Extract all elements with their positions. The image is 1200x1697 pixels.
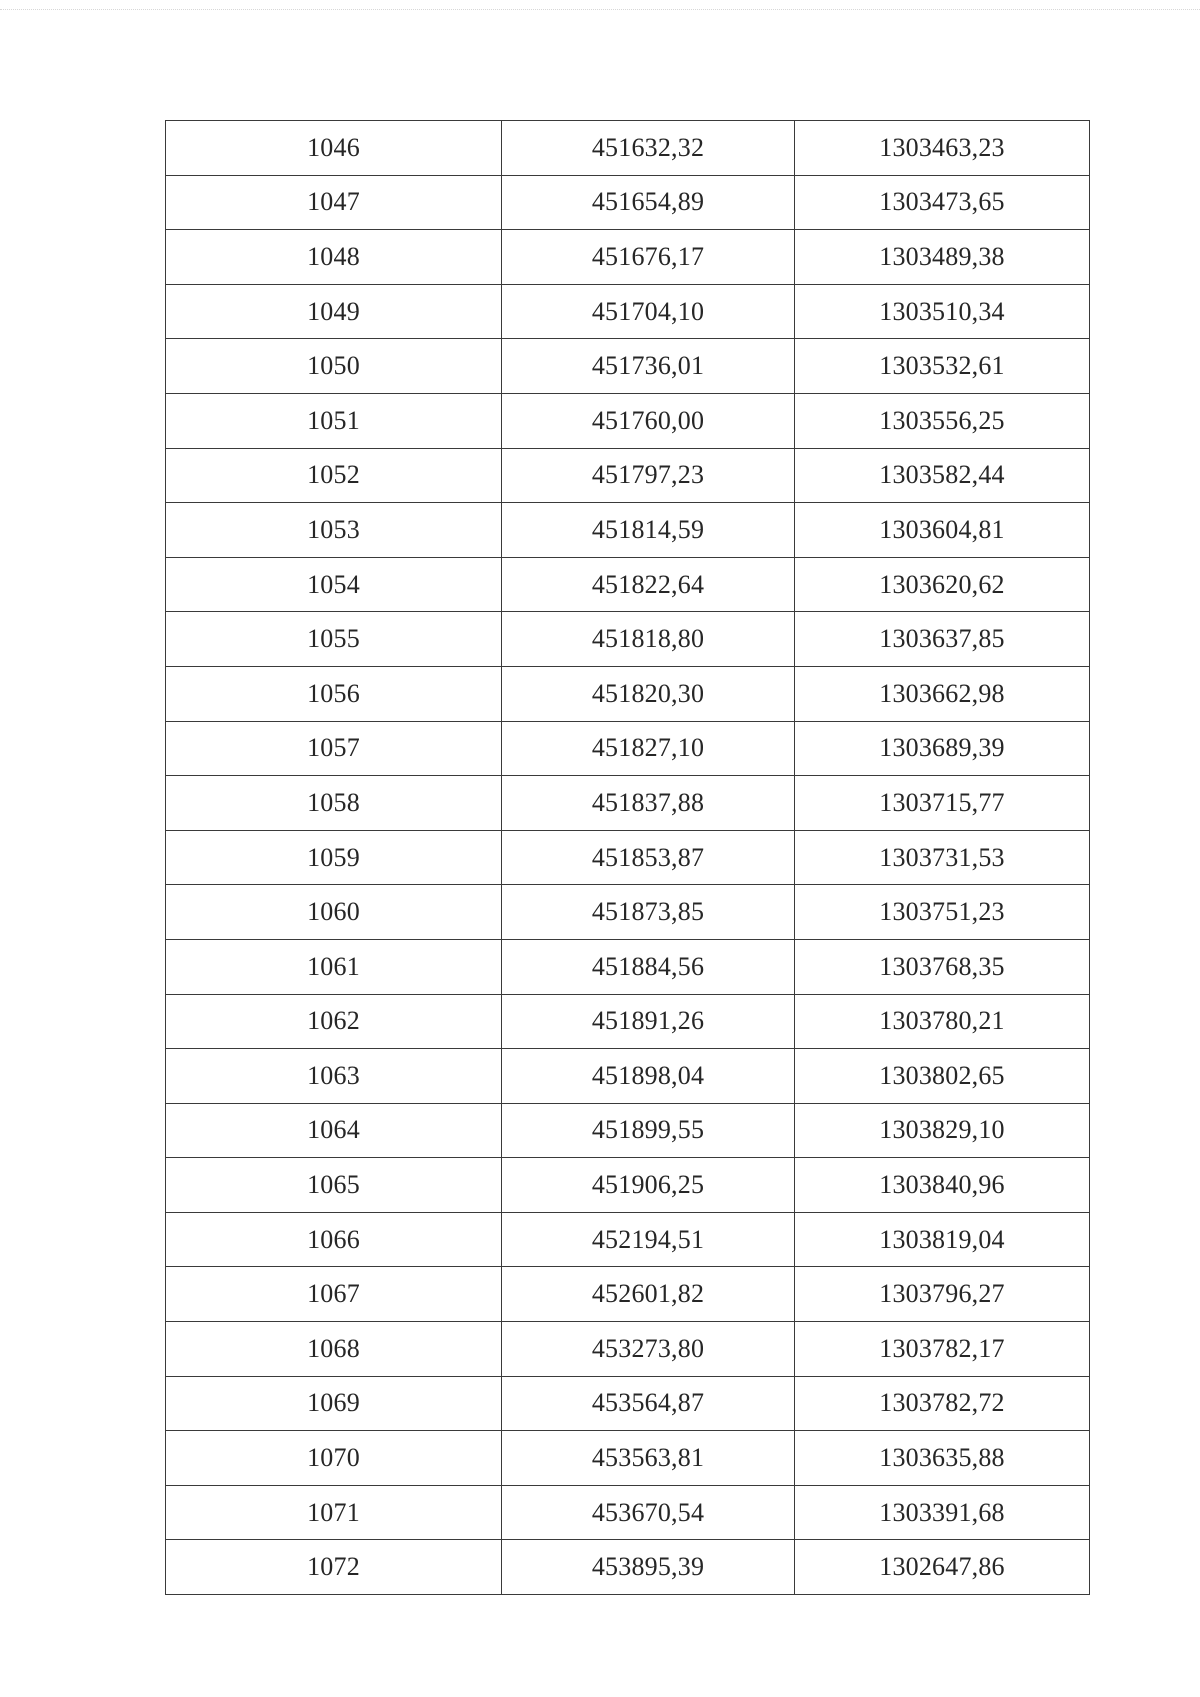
y-coordinate-cell: 1303829,10 (795, 1103, 1090, 1158)
x-coordinate-cell: 451899,55 (502, 1103, 795, 1158)
point-number-cell: 1069 (166, 1376, 502, 1431)
x-coordinate-cell: 451632,32 (502, 121, 795, 176)
point-number-cell: 1046 (166, 121, 502, 176)
point-number-cell: 1051 (166, 393, 502, 448)
point-number-cell: 1054 (166, 557, 502, 612)
point-number-cell: 1062 (166, 994, 502, 1049)
x-coordinate-cell: 453895,39 (502, 1540, 795, 1595)
y-coordinate-cell: 1303731,53 (795, 830, 1090, 885)
table-row (166, 1158, 1090, 1213)
y-coordinate-cell: 1303715,77 (795, 776, 1090, 831)
point-number-cell: 1058 (166, 776, 502, 831)
table-row (166, 1540, 1090, 1595)
coordinates-table (165, 120, 1090, 1595)
point-number-cell: 1056 (166, 666, 502, 721)
point-number-cell: 1063 (166, 1049, 502, 1104)
x-coordinate-cell: 451873,85 (502, 885, 795, 940)
point-number-cell: 1065 (166, 1158, 502, 1213)
point-number-cell: 1071 (166, 1485, 502, 1540)
y-coordinate-cell: 1303582,44 (795, 448, 1090, 503)
y-coordinate-cell: 1303802,65 (795, 1049, 1090, 1104)
x-coordinate-cell: 451704,10 (502, 284, 795, 339)
point-number-cell: 1061 (166, 939, 502, 994)
x-coordinate-cell: 453670,54 (502, 1485, 795, 1540)
x-coordinate-cell: 451898,04 (502, 1049, 795, 1104)
table-row (166, 1485, 1090, 1540)
table-row (166, 175, 1090, 230)
y-coordinate-cell: 1303782,17 (795, 1322, 1090, 1377)
table-row (166, 1049, 1090, 1104)
point-number-cell: 1059 (166, 830, 502, 885)
table-row (166, 1267, 1090, 1322)
x-coordinate-cell: 451654,89 (502, 175, 795, 230)
table-row (166, 776, 1090, 831)
table-row (166, 830, 1090, 885)
x-coordinate-cell: 451797,23 (502, 448, 795, 503)
table-row (166, 1212, 1090, 1267)
table-row (166, 939, 1090, 994)
x-coordinate-cell: 451814,59 (502, 503, 795, 558)
point-number-cell: 1072 (166, 1540, 502, 1595)
x-coordinate-cell: 453273,80 (502, 1322, 795, 1377)
point-number-cell: 1060 (166, 885, 502, 940)
table-row (166, 721, 1090, 776)
point-number-cell: 1049 (166, 284, 502, 339)
y-coordinate-cell: 1303840,96 (795, 1158, 1090, 1213)
y-coordinate-cell: 1303473,65 (795, 175, 1090, 230)
table-row (166, 230, 1090, 285)
point-number-cell: 1048 (166, 230, 502, 285)
point-number-cell: 1050 (166, 339, 502, 394)
y-coordinate-cell: 1303689,39 (795, 721, 1090, 776)
x-coordinate-cell: 451827,10 (502, 721, 795, 776)
y-coordinate-cell: 1303391,68 (795, 1485, 1090, 1540)
table-row (166, 284, 1090, 339)
x-coordinate-cell: 451891,26 (502, 994, 795, 1049)
table-row (166, 1103, 1090, 1158)
y-coordinate-cell: 1303796,27 (795, 1267, 1090, 1322)
point-number-cell: 1057 (166, 721, 502, 776)
point-number-cell: 1052 (166, 448, 502, 503)
table-row (166, 1376, 1090, 1431)
x-coordinate-cell: 452601,82 (502, 1267, 795, 1322)
table-row (166, 1322, 1090, 1377)
point-number-cell: 1064 (166, 1103, 502, 1158)
table-row (166, 503, 1090, 558)
point-number-cell: 1047 (166, 175, 502, 230)
table-row (166, 121, 1090, 176)
x-coordinate-cell: 451906,25 (502, 1158, 795, 1213)
scan-edge-line (0, 9, 1200, 10)
x-coordinate-cell: 451853,87 (502, 830, 795, 885)
table-row (166, 557, 1090, 612)
x-coordinate-cell: 452194,51 (502, 1212, 795, 1267)
y-coordinate-cell: 1303556,25 (795, 393, 1090, 448)
x-coordinate-cell: 451676,17 (502, 230, 795, 285)
table-row (166, 994, 1090, 1049)
y-coordinate-cell: 1303751,23 (795, 885, 1090, 940)
point-number-cell: 1066 (166, 1212, 502, 1267)
coordinates-table-body (166, 121, 1090, 1595)
x-coordinate-cell: 451736,01 (502, 339, 795, 394)
y-coordinate-cell: 1303463,23 (795, 121, 1090, 176)
point-number-cell: 1068 (166, 1322, 502, 1377)
table-row (166, 339, 1090, 394)
y-coordinate-cell: 1303604,81 (795, 503, 1090, 558)
point-number-cell: 1067 (166, 1267, 502, 1322)
x-coordinate-cell: 451822,64 (502, 557, 795, 612)
y-coordinate-cell: 1303489,38 (795, 230, 1090, 285)
x-coordinate-cell: 451760,00 (502, 393, 795, 448)
table-row (166, 885, 1090, 940)
y-coordinate-cell: 1303662,98 (795, 666, 1090, 721)
y-coordinate-cell: 1303637,85 (795, 612, 1090, 667)
y-coordinate-cell: 1303782,72 (795, 1376, 1090, 1431)
x-coordinate-cell: 451820,30 (502, 666, 795, 721)
point-number-cell: 1053 (166, 503, 502, 558)
y-coordinate-cell: 1303635,88 (795, 1431, 1090, 1486)
y-coordinate-cell: 1303532,61 (795, 339, 1090, 394)
table-row (166, 612, 1090, 667)
x-coordinate-cell: 453563,81 (502, 1431, 795, 1486)
x-coordinate-cell: 453564,87 (502, 1376, 795, 1431)
point-number-cell: 1055 (166, 612, 502, 667)
x-coordinate-cell: 451884,56 (502, 939, 795, 994)
x-coordinate-cell: 451818,80 (502, 612, 795, 667)
y-coordinate-cell: 1303780,21 (795, 994, 1090, 1049)
y-coordinate-cell: 1303819,04 (795, 1212, 1090, 1267)
table-row (166, 448, 1090, 503)
point-number-cell: 1070 (166, 1431, 502, 1486)
y-coordinate-cell: 1303620,62 (795, 557, 1090, 612)
table-row (166, 393, 1090, 448)
y-coordinate-cell: 1303510,34 (795, 284, 1090, 339)
y-coordinate-cell: 1303768,35 (795, 939, 1090, 994)
table-row (166, 666, 1090, 721)
y-coordinate-cell: 1302647,86 (795, 1540, 1090, 1595)
x-coordinate-cell: 451837,88 (502, 776, 795, 831)
table-row (166, 1431, 1090, 1486)
